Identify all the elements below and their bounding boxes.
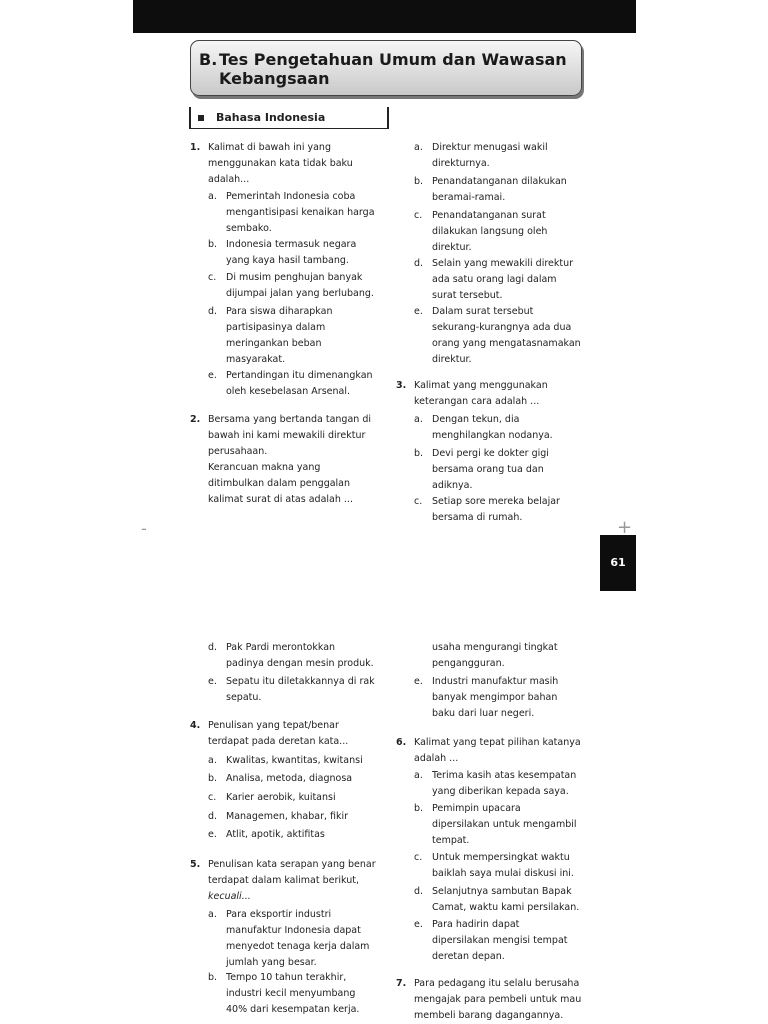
question-text: Dalam surat tersebut sekurang-kurangnya ada dua orang yang mengatasnamakan direktur. [432,306,581,365]
question-text: e. [414,676,423,687]
question-text: Analisa, metoda, diagnosa [226,773,353,784]
question-text: Bersama yang bertanda tangan di bawah ini kami mewakili direktur perusahaan. [208,414,371,457]
section-title-box [190,40,582,96]
question-text: b. [208,773,218,784]
question-text: Penulisan yang tepat/benar terdapat pada deretan kata... [208,720,349,747]
question-text: Kalimat di bawah ini yang menggunakan kata tidak baku adalah... [208,142,353,185]
question-text: b. [414,176,424,187]
top-black-bar [133,0,636,33]
question-text: Kalimat yang tepat pilihan katanya adalah ... [414,737,581,764]
crop-mark-right: + [617,517,633,538]
question-number: 4. [190,720,201,731]
question-text: Para hadirin dapat dipersilakan mengisi tempat deretan depan. [432,919,568,962]
question-text: Atlit, apotik, aktifitas [226,829,325,840]
question-text: Kwalitas, kwantitas, kwitansi [226,755,363,766]
question-text: c. [208,272,217,283]
question-number: 7. [396,978,407,989]
question-text: e. [414,306,423,317]
question-text: a. [414,414,423,425]
question-text: Penandatanganan surat dilakukan langsung oleh direktur. [432,210,548,253]
question-text: d. [414,258,424,269]
question-text: Para pedagang itu selalu berusaha mengajak para pembeli untuk mau membeli barang dagangannya. [414,978,582,1021]
question-text: Direktur menugasi wakil direkturnya. [432,142,548,169]
question-text: Pertandingan itu dimenangkan oleh kesebelasan Arsenal. [226,370,373,397]
question-text: usaha mengurangi tingkat pengangguran. [432,642,558,669]
question-text: c. [414,496,423,507]
question-text: a. [208,755,217,766]
subsection-label: Bahasa Indonesia [216,111,326,124]
question-text: Para eksportir industri manufaktur Indonesia dapat menyedot tenaga kerja dalam jumlah yang besar. [226,909,370,968]
question-text: a. [208,909,217,920]
question-text: Penandatanganan dilakukan beramai-ramai. [432,176,567,203]
question-text: a. [414,770,423,781]
question-number: 3. [396,380,407,391]
question-number: 1. [190,142,201,153]
question-text: e. [208,370,217,381]
question-text: c. [414,852,423,863]
title-line-2: Kebangsaan [219,69,330,88]
question-text: e. [208,829,217,840]
crop-mark-left: - [141,519,147,538]
square-bullet-icon [198,115,204,121]
question-text: a. [414,142,423,153]
question-text: Sepatu itu diletakkannya di rak sepatu. [226,676,375,703]
question-text: e. [208,676,217,687]
question-text: Terima kasih atas kesempatan yang diberikan kepada saya. [432,770,577,797]
question-text: b. [208,239,218,250]
question-text: d. [208,811,218,822]
question-text: Karier aerobik, kuitansi [226,792,336,803]
question-text: a. [208,191,217,202]
question-text: d. [208,306,218,317]
subsection-header [189,107,389,129]
question-text: c. [208,792,217,803]
question-text: Kerancuan makna yang ditimbulkan dalam penggalan kalimat surat di atas adalah ... [208,462,353,505]
question-text: Kalimat yang menggunakan keterangan cara adalah ... [414,380,548,407]
question-text: Selanjutnya sambutan Bapak Camat, waktu kami persilakan. [432,886,580,913]
question-text: Dengan tekun, dia menghilangkan nodanya. [432,414,553,441]
question-text: Selain yang mewakili direktur ada satu orang lagi dalam surat tersebut. [432,258,574,301]
question-text: Indonesia termasuk negara yang kaya hasil tambang. [226,239,357,266]
question-text: Industri manufaktur masih banyak mengimpor bahan baku dari luar negeri. [432,676,559,719]
question-text: kecuali... [208,891,251,902]
question-number: 5. [190,859,201,870]
question-text: Setiap sore mereka belajar bersama di rumah. [432,496,560,523]
question-text: d. [414,886,424,897]
question-text: b. [414,803,424,814]
question-text: Pemerintah Indonesia coba mengantisipasi kenaikan harga sembako. [226,191,375,234]
question-number: 2. [190,414,201,425]
question-text: b. [414,448,424,459]
question-text: c. [414,210,423,221]
question-text: Tempo 10 tahun terakhir, industri kecil menyumbang 40% dari kesempatan kerja. [226,972,360,1015]
question-text: Pemimpin upacara dipersilakan untuk mengambil tempat. [432,803,577,846]
question-text: Di musim penghujan banyak dijumpai jalan yang berlubang. [226,272,374,299]
question-text: Untuk mempersingkat waktu baiklah saya mulai diskusi ini. [432,852,574,879]
question-text: Pak Pardi merontokkan padinya dengan mesin produk. [226,642,374,669]
question-number: 6. [396,737,407,748]
page-number-tab: 61 [600,535,636,591]
question-text: Penulisan kata serapan yang benar terdapat dalam kalimat berikut, [208,859,376,886]
question-text: Devi pergi ke dokter gigi bersama orang tua dan adiknya. [432,448,549,491]
section-number: B. [199,50,218,69]
question-text: b. [208,972,218,983]
question-text: Managemen, khabar, fikir [226,811,349,822]
question-text: Para siswa diharapkan partisipasinya dalam meringankan beban masyarakat. [226,306,333,365]
title-line-1: Tes Pengetahuan Umum dan Wawasan [219,50,567,69]
question-text: d. [208,642,218,653]
question-text: e. [414,919,423,930]
